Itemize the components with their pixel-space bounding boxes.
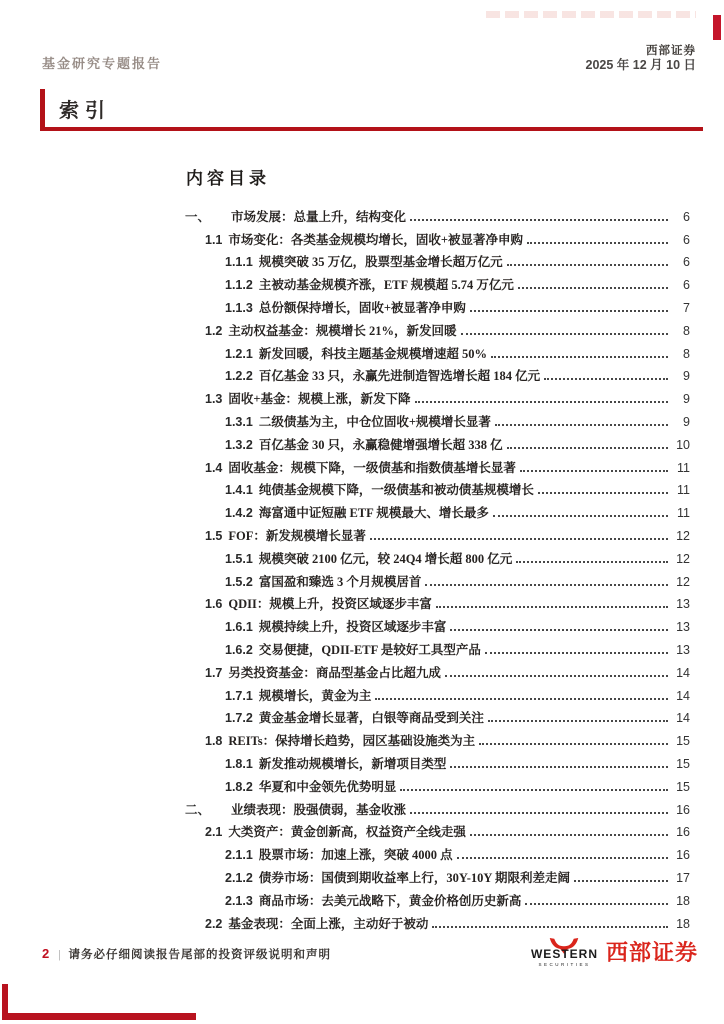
toc-entry-number: 二、 bbox=[185, 802, 211, 817]
toc-entry-number: 1.1 bbox=[205, 232, 223, 247]
dot-leader bbox=[493, 515, 668, 517]
toc-entry-page: 8 bbox=[683, 323, 690, 338]
toc-entry-number: 1.2.1 bbox=[225, 346, 253, 361]
toc-entry[interactable] bbox=[185, 204, 690, 227]
toc-entry[interactable] bbox=[185, 614, 690, 637]
dot-leader bbox=[518, 287, 668, 289]
logo-chinese-text: 西部证券 bbox=[605, 940, 698, 965]
toc-entry-title: QDII：规模上升，投资区域逐步丰富 bbox=[228, 597, 432, 612]
dot-leader bbox=[400, 789, 668, 791]
toc-entry-number: 1.5 bbox=[205, 528, 223, 543]
toc-entry[interactable] bbox=[185, 455, 690, 478]
toc-entry-page: 9 bbox=[683, 369, 690, 384]
toc-entry-page: 7 bbox=[683, 300, 690, 315]
toc-entry-number: 1.1.2 bbox=[225, 278, 253, 293]
dot-leader bbox=[370, 538, 668, 540]
dot-leader bbox=[491, 356, 668, 358]
toc-entry[interactable] bbox=[185, 820, 690, 843]
toc-entry-title: 商品市场：去美元战略下，黄金价格创历史新高 bbox=[258, 893, 522, 908]
toc-entry[interactable] bbox=[185, 592, 690, 615]
dot-leader bbox=[525, 903, 668, 905]
toc-entry-title: 二级债基为主，中仓位固收+规模增长显著 bbox=[258, 414, 491, 429]
toc-entry-page: 16 bbox=[676, 825, 690, 840]
toc-entry-page: 12 bbox=[676, 528, 690, 543]
toc-entry-title: 海富通中证短融 ETF 规模最大、增长最多 bbox=[258, 506, 489, 521]
toc-entry-title: 黄金基金增长显著，白银等商品受到关注 bbox=[258, 711, 484, 726]
toc-entry-page: 16 bbox=[676, 802, 690, 817]
toc-entry-page: 14 bbox=[676, 688, 690, 703]
toc-entry-title: 富国盈和臻选 3 个月规模居首 bbox=[258, 574, 422, 589]
footer bbox=[42, 946, 331, 962]
toc-entry-number: 1.5.1 bbox=[225, 551, 253, 566]
toc-entry-title: 债券市场：国债到期收益率上行，30Y-10Y 期限利差走阔 bbox=[258, 870, 571, 885]
toc-entry-page: 6 bbox=[683, 278, 690, 293]
dot-leader bbox=[574, 880, 668, 882]
dot-leader bbox=[488, 720, 668, 722]
dot-leader bbox=[470, 834, 668, 836]
report-type-label: 基金研究专题报告 bbox=[42, 56, 163, 71]
index-section-title: 索引 bbox=[59, 100, 111, 122]
toc-entry-page: 13 bbox=[676, 597, 690, 612]
toc-entry-number: 1.3.1 bbox=[225, 414, 253, 429]
logo-western-block bbox=[531, 937, 598, 967]
toc-entry-number: 1.8.2 bbox=[225, 779, 253, 794]
toc-entry[interactable] bbox=[185, 569, 690, 592]
toc-entry-number: 1.2.2 bbox=[225, 369, 253, 384]
toc-entry-number: 2.1.1 bbox=[225, 848, 253, 863]
toc-entry-page: 10 bbox=[676, 437, 690, 452]
toc-entry-page: 16 bbox=[676, 848, 690, 863]
toc-entry-title: 交易便捷，QDII-ETF 是较好工具型产品 bbox=[258, 642, 481, 657]
toc-entry-page: 15 bbox=[676, 779, 690, 794]
toc-entry-title: 规模增长，黄金为主 bbox=[258, 688, 372, 703]
corner-red-mark bbox=[713, 15, 721, 40]
toc-entry[interactable] bbox=[185, 478, 690, 501]
logo-securities-text: SECURITIES bbox=[538, 961, 591, 967]
toc-entry[interactable] bbox=[185, 637, 690, 660]
toc-entry[interactable] bbox=[185, 523, 690, 546]
toc-entry-page: 11 bbox=[677, 483, 690, 498]
toc-entry-title: FOF：新发规模增长显著 bbox=[228, 528, 366, 543]
toc-list bbox=[185, 204, 690, 934]
toc-entry-title: 百亿基金 33 只，永赢先进制造智选增长超 184 亿元 bbox=[258, 369, 541, 384]
toc-entry-title: 大类资产：黄金创新高，权益资产全线走强 bbox=[228, 825, 466, 840]
toc-entry[interactable] bbox=[185, 432, 690, 455]
dot-leader bbox=[461, 333, 668, 335]
toc-entry-title: 新发回暖，科技主题基金规模增速超 50% bbox=[258, 346, 487, 361]
toc-entry-title: 股票市场：加速上涨，突破 4000 点 bbox=[258, 848, 453, 863]
faint-watermark bbox=[486, 11, 696, 18]
toc-entry-number: 1.4.2 bbox=[225, 506, 253, 521]
logo-western-text: WESTERN bbox=[530, 946, 598, 961]
toc-entry[interactable] bbox=[185, 888, 690, 911]
toc-entry-number: 1.8 bbox=[205, 734, 223, 749]
toc-entry-title: 市场发展：总量上升，结构变化 bbox=[231, 209, 407, 224]
toc-entry[interactable] bbox=[185, 318, 690, 341]
dot-leader bbox=[436, 606, 668, 608]
toc-entry-number: 1.7.2 bbox=[225, 711, 253, 726]
toc-entry-number: 1.3 bbox=[205, 392, 223, 407]
toc-entry-title: 市场变化：各类基金规模均增长，固收+被显著净申购 bbox=[228, 232, 524, 247]
toc-entry[interactable] bbox=[185, 500, 690, 523]
dot-leader bbox=[527, 242, 668, 244]
toc-entry-number: 1.6.2 bbox=[225, 642, 253, 657]
dot-leader bbox=[485, 652, 668, 654]
dot-leader bbox=[450, 629, 668, 631]
toc-entry-page: 6 bbox=[683, 209, 690, 224]
toc-entry-page: 11 bbox=[677, 506, 690, 521]
toc-entry-number: 1.7 bbox=[205, 665, 223, 680]
index-section-banner bbox=[40, 89, 703, 131]
dot-leader bbox=[432, 926, 668, 928]
toc-entry-title: 总份额保持增长，固收+被显著净申购 bbox=[258, 300, 466, 315]
toc-entry[interactable] bbox=[185, 546, 690, 569]
toc-entry-title: 主动权益基金：规模增长 21%，新发回暖 bbox=[228, 323, 457, 338]
footer-disclaimer: 请务必仔细阅读报告尾部的投资评级说明和声明 bbox=[68, 949, 332, 961]
toc-entry[interactable] bbox=[185, 272, 690, 295]
toc-entry[interactable] bbox=[185, 660, 690, 683]
toc-entry-page: 8 bbox=[683, 346, 690, 361]
toc-entry-number: 2.1.3 bbox=[225, 893, 253, 908]
dot-leader bbox=[544, 378, 668, 380]
toc-entry-page: 18 bbox=[676, 893, 690, 908]
toc-entry-number: 1.1.1 bbox=[225, 255, 253, 270]
toc-entry-title: 华夏和中金领先优势明显 bbox=[258, 779, 397, 794]
toc-entry-number: 2.1 bbox=[205, 825, 223, 840]
toc-entry-page: 9 bbox=[683, 414, 690, 429]
toc-entry[interactable] bbox=[185, 774, 690, 797]
toc-entry-number: 1.6.1 bbox=[225, 620, 253, 635]
toc-entry-number: 一、 bbox=[185, 209, 211, 224]
toc-entry-page: 18 bbox=[676, 916, 690, 931]
toc-entry-page: 17 bbox=[676, 870, 690, 885]
company-logo bbox=[531, 936, 698, 967]
toc-entry[interactable] bbox=[185, 728, 690, 751]
toc-entry[interactable] bbox=[185, 842, 690, 865]
toc-entry-page: 9 bbox=[683, 392, 690, 407]
bottom-left-rule-horizontal bbox=[2, 1013, 196, 1020]
toc-entry-number: 1.3.2 bbox=[225, 437, 253, 452]
toc-entry[interactable] bbox=[185, 751, 690, 774]
toc-entry-number: 2.1.2 bbox=[225, 870, 253, 885]
dot-leader bbox=[495, 424, 668, 426]
dot-leader bbox=[410, 219, 668, 221]
dot-leader bbox=[479, 743, 668, 745]
toc-entry-page: 15 bbox=[676, 756, 690, 771]
toc-entry-title: 业绩表现：股强债弱，基金收涨 bbox=[231, 802, 407, 817]
toc-entry[interactable] bbox=[185, 865, 690, 888]
toc-entry-page: 14 bbox=[676, 711, 690, 726]
toc-entry-page: 6 bbox=[683, 255, 690, 270]
toc-entry-title: REITs：保持增长趋势，园区基础设施类为主 bbox=[228, 734, 476, 749]
toc-entry[interactable] bbox=[185, 295, 690, 318]
toc-entry-title: 另类投资基金：商品型基金占比超九成 bbox=[228, 665, 441, 680]
toc-entry[interactable] bbox=[185, 409, 690, 432]
dot-leader bbox=[516, 561, 668, 563]
dot-leader bbox=[520, 470, 668, 472]
toc-entry[interactable] bbox=[185, 911, 690, 934]
toc-entry-number: 1.2 bbox=[205, 323, 223, 338]
toc-entry-title: 基金表现：全面上涨，主动好于被动 bbox=[228, 916, 429, 931]
page-number: 2 bbox=[42, 946, 50, 961]
toc-entry[interactable] bbox=[185, 227, 690, 250]
dot-leader bbox=[538, 492, 668, 494]
toc-entry-title: 规模突破 35 万亿，股票型基金增长超万亿元 bbox=[258, 255, 503, 270]
report-date: 2025 年 12 月 10 日 bbox=[585, 58, 696, 73]
dot-leader bbox=[457, 857, 668, 859]
toc-entry-title: 纯债基金规模下降，一级债基和被动债基规模增长 bbox=[258, 483, 534, 498]
dot-leader bbox=[470, 310, 668, 312]
brand-name: 西部证券 bbox=[646, 45, 696, 57]
dot-leader bbox=[445, 675, 668, 677]
toc-entry-page: 15 bbox=[676, 734, 690, 749]
toc-entry[interactable] bbox=[185, 797, 690, 820]
toc-entry-number: 1.4 bbox=[205, 460, 223, 475]
toc-entry-page: 11 bbox=[677, 460, 690, 475]
toc-entry-number: 1.4.1 bbox=[225, 483, 253, 498]
toc-entry-title: 规模突破 2100 亿元，较 24Q4 增长超 800 亿元 bbox=[258, 551, 513, 566]
footer-separator: | bbox=[58, 949, 61, 961]
dot-leader bbox=[415, 401, 668, 403]
toc-entry-number: 1.6 bbox=[205, 597, 223, 612]
dot-leader bbox=[375, 698, 668, 700]
toc-heading: 内容目录 bbox=[186, 169, 270, 188]
toc-entry-number: 1.5.2 bbox=[225, 574, 253, 589]
toc-entry[interactable] bbox=[185, 341, 690, 364]
toc-entry-number: 1.1.3 bbox=[225, 300, 253, 315]
toc-entry-number: 1.7.1 bbox=[225, 688, 253, 703]
dot-leader bbox=[410, 812, 668, 814]
toc-entry-title: 百亿基金 30 只，永赢稳健增强增长超 338 亿 bbox=[258, 437, 503, 452]
toc-entry-title: 固收基金：规模下降，一级债基和指数债基增长显著 bbox=[228, 460, 516, 475]
dot-leader bbox=[507, 447, 668, 449]
toc-entry-number: 1.8.1 bbox=[225, 756, 253, 771]
dot-leader bbox=[450, 766, 668, 768]
dot-leader bbox=[425, 584, 668, 586]
toc-entry-page: 13 bbox=[676, 620, 690, 635]
dot-leader bbox=[507, 264, 668, 266]
toc-entry-title: 固收+基金：规模上涨，新发下降 bbox=[228, 392, 411, 407]
toc-entry[interactable] bbox=[185, 706, 690, 729]
toc-entry-page: 12 bbox=[676, 551, 690, 566]
toc-entry-page: 6 bbox=[683, 232, 690, 247]
toc-entry[interactable] bbox=[185, 386, 690, 409]
toc-entry-title: 主被动基金规模齐涨，ETF 规模超 5.74 万亿元 bbox=[258, 278, 514, 293]
toc-entry-page: 12 bbox=[676, 574, 690, 589]
toc-entry[interactable] bbox=[185, 683, 690, 706]
toc-entry-page: 13 bbox=[676, 642, 690, 657]
header-right bbox=[586, 44, 696, 74]
toc-entry-page: 14 bbox=[676, 665, 690, 680]
toc-entry-number: 2.2 bbox=[205, 916, 223, 931]
toc-entry-title: 规模持续上升，投资区域逐步丰富 bbox=[258, 620, 447, 635]
toc-entry-title: 新发推动规模增长，新增项目类型 bbox=[258, 756, 447, 771]
toc-entry[interactable] bbox=[185, 364, 690, 387]
toc-entry[interactable] bbox=[185, 250, 690, 273]
